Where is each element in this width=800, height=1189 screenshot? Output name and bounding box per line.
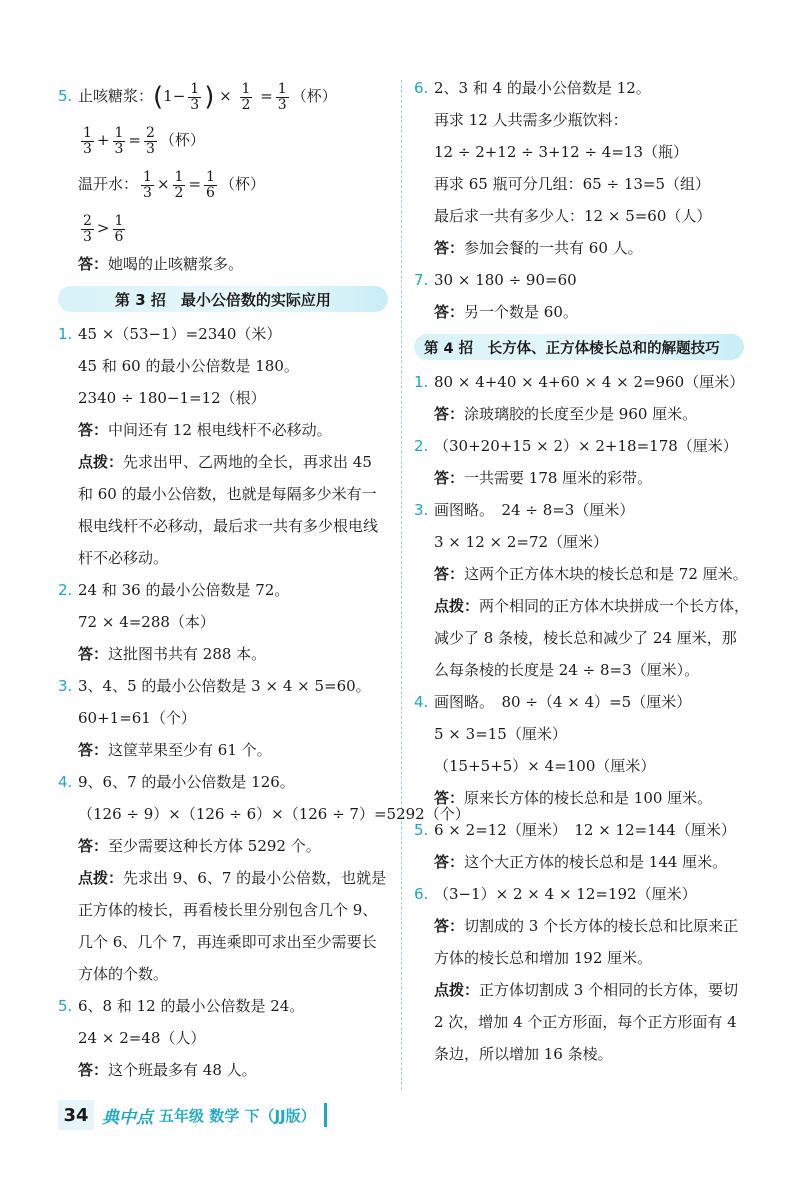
problem-number: 2. bbox=[414, 437, 429, 455]
fraction bbox=[144, 126, 157, 157]
text-line: 点拨： bbox=[78, 453, 124, 471]
text-line bbox=[414, 270, 744, 290]
text-line: 温开水： bbox=[78, 175, 139, 193]
denominator: 3 bbox=[190, 96, 200, 113]
text-line: 5 × 3=15（厘米） bbox=[434, 725, 567, 743]
page-number: 34 bbox=[58, 1100, 94, 1130]
text-line: 几个 6、几个 7，再连乘即可求出至少需要长 bbox=[78, 933, 377, 951]
text-line bbox=[58, 772, 388, 792]
text-line: 至少需要这种长方体 5292 个。 bbox=[108, 837, 321, 855]
text-line: 画图略。 80 ÷（4 × 4）=5（厘米） bbox=[434, 693, 692, 711]
text-line: 60+1=61（个） bbox=[78, 709, 196, 727]
text-line: 这批图书共有 288 本。 bbox=[108, 645, 267, 663]
text-line: 两个相同的正方体木块拼成一个长方体， bbox=[479, 597, 750, 615]
text-line: 先求出甲、乙两地的全长，再求出 45 bbox=[123, 453, 372, 471]
denominator: 2 bbox=[241, 96, 251, 113]
text-line bbox=[58, 676, 388, 696]
text-line: × bbox=[219, 87, 237, 105]
text-line: （杯） bbox=[159, 131, 205, 149]
problem-7 bbox=[414, 270, 744, 322]
problem-number: 3. bbox=[414, 501, 429, 519]
text-line bbox=[414, 884, 744, 904]
text-line bbox=[414, 692, 744, 712]
fraction bbox=[276, 82, 289, 113]
text-line: 最后求一共有多少人：12 × 5=60（人） bbox=[434, 207, 712, 225]
rect-problem-4 bbox=[414, 692, 744, 808]
rect-problem-5 bbox=[414, 820, 744, 872]
section-title-3: 第 3 招 最小公倍数的实际应用 bbox=[58, 286, 388, 312]
text-line: 止咳糖浆： bbox=[78, 87, 154, 105]
text-line: 这个班最多有 48 人。 bbox=[108, 1061, 257, 1079]
text-line: 一共需要 178 厘米的彩带。 bbox=[464, 469, 653, 487]
answer bbox=[414, 916, 744, 936]
answer bbox=[414, 564, 748, 584]
text-line: 6 × 2=12（厘米） 12 × 12=144（厘米） bbox=[434, 821, 736, 839]
text-line: （30+20+15 × 2）× 2+18=178（厘米） bbox=[434, 437, 738, 455]
left-column bbox=[58, 78, 470, 1092]
text-line bbox=[58, 210, 388, 246]
rect-problem-1 bbox=[414, 372, 744, 424]
text-line: 9、6、7 的最小公倍数是 126。 bbox=[78, 773, 295, 791]
brand-logo: 典中点 bbox=[102, 1107, 153, 1128]
problem-number: 2. bbox=[58, 581, 73, 599]
text-line: 80 × 4+40 × 4+60 × 4 × 2=960（厘米） bbox=[434, 373, 745, 391]
text-line: = bbox=[188, 175, 202, 193]
numerator: 1 bbox=[83, 124, 92, 141]
problem-number: 1. bbox=[58, 325, 73, 343]
page-footer bbox=[58, 1098, 327, 1132]
numerator: 1 bbox=[114, 212, 124, 229]
text-line: 再求 12 人共需多少瓶饮料： bbox=[434, 111, 628, 129]
text-line: 参加会餐的一共有 60 人。 bbox=[464, 239, 643, 257]
text-line: 答： bbox=[78, 1061, 109, 1079]
denominator: 3 bbox=[146, 140, 155, 157]
text-line: 么每条棱的长度是 24 ÷ 8=3（厘米）。 bbox=[434, 661, 700, 679]
problem-number: 7. bbox=[414, 271, 429, 289]
book-title: 五年级 数学 下（JJ版） bbox=[159, 1106, 316, 1125]
numerator: 2 bbox=[83, 212, 92, 229]
answer bbox=[58, 254, 388, 274]
text-line: 她喝的止咳糖浆多。 bbox=[108, 255, 244, 273]
text-line: 减少了 8 条棱，棱长总和减少了 24 厘米，那 bbox=[434, 629, 737, 647]
text-line bbox=[414, 436, 744, 456]
text-line: 答： bbox=[434, 469, 465, 487]
denominator: 6 bbox=[206, 184, 215, 201]
problem-number: 6. bbox=[414, 885, 429, 903]
fraction bbox=[240, 82, 253, 113]
problem-3 bbox=[58, 676, 388, 760]
text-line: 条边，所以增加 16 条棱。 bbox=[434, 1045, 613, 1063]
text-line: ) bbox=[204, 82, 215, 112]
problem-5-fractions bbox=[58, 78, 388, 274]
text-line: 3 × 12 × 2=72（厘米） bbox=[434, 533, 609, 551]
text-line: 3、4、5 的最小公倍数是 3 × 4 × 5=60。 bbox=[78, 677, 371, 695]
right-column bbox=[414, 78, 750, 1076]
text-line: 根电线杆不必移动，最后求一共有多少根电线 bbox=[78, 517, 379, 535]
answer bbox=[58, 644, 388, 664]
answer bbox=[58, 740, 388, 760]
fraction bbox=[173, 170, 186, 201]
answer bbox=[58, 836, 388, 856]
text-line bbox=[58, 996, 388, 1016]
text-line: 再求 65 瓶可分几组：65 ÷ 13=5（组） bbox=[434, 175, 711, 193]
numerator: 1 bbox=[277, 80, 287, 97]
numerator: 1 bbox=[143, 168, 152, 185]
tip bbox=[414, 980, 744, 1000]
denominator: 3 bbox=[114, 140, 124, 157]
problem-number: 5. bbox=[58, 87, 73, 105]
problem-number: 5. bbox=[414, 821, 429, 839]
answer bbox=[58, 1060, 388, 1080]
text-line: 答： bbox=[434, 853, 465, 871]
problem-number: 4. bbox=[58, 773, 73, 791]
text-line: = bbox=[128, 131, 141, 149]
denominator: 3 bbox=[83, 140, 92, 157]
text-line: 涂玻璃胶的长度至少是 960 厘米。 bbox=[464, 405, 698, 423]
problem-1 bbox=[58, 324, 388, 568]
tip bbox=[58, 452, 388, 472]
text-line: 答： bbox=[78, 741, 109, 759]
text-line: （杯） bbox=[291, 87, 337, 105]
problem-number: 3. bbox=[58, 677, 73, 695]
problem-4 bbox=[58, 772, 470, 984]
numerator: 2 bbox=[146, 124, 155, 141]
answer bbox=[414, 302, 744, 322]
text-line: 答： bbox=[434, 565, 465, 583]
problem-5 bbox=[58, 996, 388, 1080]
rect-problem-3 bbox=[414, 500, 750, 680]
text-line: 2、3 和 4 的最小公倍数是 12。 bbox=[434, 79, 651, 97]
text-line: + bbox=[96, 131, 110, 149]
text-line: 切割成的 3 个长方体的棱长总和比原来正 bbox=[464, 917, 739, 935]
text-line: 12 ÷ 2+12 ÷ 3+12 ÷ 4=13（瓶） bbox=[434, 143, 688, 161]
text-line: 2 次，增加 4 个正方形面，每个正方形面有 4 bbox=[434, 1013, 737, 1031]
text-line bbox=[414, 820, 744, 840]
text-line: 72 × 4=288（本） bbox=[78, 613, 215, 631]
answer bbox=[414, 468, 744, 488]
text-line: 这两个正方体木块的棱长总和是 72 厘米。 bbox=[464, 565, 748, 583]
text-line bbox=[414, 372, 744, 392]
text-line: 答： bbox=[78, 255, 109, 273]
rect-problem-6 bbox=[414, 884, 744, 1064]
text-line: （3−1）× 2 × 4 × 12=192（厘米） bbox=[434, 885, 697, 903]
denominator: 3 bbox=[277, 96, 287, 113]
text-line: 答： bbox=[78, 837, 109, 855]
text-line: 6、8 和 12 的最小公倍数是 24。 bbox=[78, 997, 305, 1015]
text-line: 点拨： bbox=[78, 869, 124, 887]
text-line bbox=[58, 122, 388, 158]
text-line: ( bbox=[153, 82, 164, 112]
fraction bbox=[204, 170, 217, 201]
fraction bbox=[113, 126, 126, 157]
text-line: 45 和 60 的最小公倍数是 180。 bbox=[78, 357, 299, 375]
text-line: 正方体的棱长，再看棱长里分别包含几个 9、 bbox=[78, 901, 378, 919]
text-line: 点拨： bbox=[434, 981, 480, 999]
fraction bbox=[81, 214, 94, 245]
text-line: 方体的棱长总和增加 192 厘米。 bbox=[434, 949, 653, 967]
text-line: 答： bbox=[78, 421, 109, 439]
text-line: （15+5+5）× 4=100（厘米） bbox=[434, 757, 656, 775]
answer bbox=[414, 852, 744, 872]
text-line: 点拨： bbox=[434, 597, 480, 615]
denominator: 2 bbox=[174, 184, 184, 201]
text-line bbox=[58, 78, 388, 114]
fraction bbox=[113, 214, 126, 245]
text-line: > bbox=[96, 219, 110, 237]
tip bbox=[58, 868, 388, 888]
text-line bbox=[58, 166, 388, 202]
denominator: 3 bbox=[83, 228, 92, 245]
text-line: 另一个数是 60。 bbox=[464, 303, 578, 321]
text-line: 45 ×（53−1）=2340（米） bbox=[78, 325, 282, 343]
problem-number: 6. bbox=[414, 79, 429, 97]
answer bbox=[58, 420, 388, 440]
text-line: 1− bbox=[163, 87, 186, 105]
rect-problem-2 bbox=[414, 436, 744, 488]
answer bbox=[414, 404, 744, 424]
column-divider bbox=[401, 80, 402, 1090]
problem-number: 1. bbox=[414, 373, 429, 391]
text-line: 先求出 9、6、7 的最小公倍数，也就是 bbox=[123, 869, 387, 887]
text-line bbox=[58, 324, 388, 344]
text-line: 答： bbox=[434, 405, 465, 423]
numerator: 1 bbox=[174, 168, 184, 185]
text-line: 答： bbox=[434, 917, 465, 935]
text-line: 正方体切割成 3 个相同的长方体，要切 bbox=[479, 981, 739, 999]
text-line: × bbox=[156, 175, 170, 193]
text-line bbox=[414, 78, 744, 98]
text-line: 方体的个数。 bbox=[78, 965, 169, 983]
text-line: 这个大正方体的棱长总和是 144 厘米。 bbox=[464, 853, 728, 871]
text-line: = bbox=[260, 87, 273, 105]
tip bbox=[414, 596, 750, 616]
problem-number: 4. bbox=[414, 693, 429, 711]
problem-number: 5. bbox=[58, 997, 73, 1015]
problem-2 bbox=[58, 580, 388, 664]
numerator: 1 bbox=[114, 124, 124, 141]
answer bbox=[414, 788, 744, 808]
fraction bbox=[81, 126, 94, 157]
fraction bbox=[188, 82, 201, 113]
text-line: 30 × 180 ÷ 90=60 bbox=[434, 271, 577, 289]
text-line: 24 和 36 的最小公倍数是 72。 bbox=[78, 581, 290, 599]
section-title-4: 第 4 招 长方体、正方体棱长总和的解题技巧 bbox=[414, 334, 744, 360]
text-line: 这筐苹果至少有 61 个。 bbox=[108, 741, 272, 759]
problem-6 bbox=[414, 78, 744, 258]
numerator: 1 bbox=[190, 80, 200, 97]
text-line: 答： bbox=[434, 239, 465, 257]
denominator: 6 bbox=[114, 228, 124, 245]
text-line: 原来长方体的棱长总和是 100 厘米。 bbox=[464, 789, 713, 807]
text-line: 杆不必移动。 bbox=[78, 549, 169, 567]
text-line: 答： bbox=[434, 303, 465, 321]
fraction bbox=[141, 170, 154, 201]
answer bbox=[414, 238, 744, 258]
denominator: 3 bbox=[143, 184, 152, 201]
text-line: （杯） bbox=[219, 175, 265, 193]
text-line: 24 × 2=48（人） bbox=[78, 1029, 206, 1047]
text-line: 画图略。 24 ÷ 8=3（厘米） bbox=[434, 501, 635, 519]
text-line: 2340 ÷ 180−1=12（根） bbox=[78, 389, 266, 407]
text-line: 答： bbox=[434, 789, 465, 807]
text-line: 和 60 的最小公倍数，也就是每隔多少米有一 bbox=[78, 485, 377, 503]
numerator: 1 bbox=[241, 80, 251, 97]
footer-bar bbox=[324, 1103, 327, 1127]
numerator: 1 bbox=[206, 168, 215, 185]
text-line bbox=[414, 500, 744, 520]
text-line: 中间还有 12 根电线杆不必移动。 bbox=[108, 421, 332, 439]
text-line bbox=[58, 580, 388, 600]
text-line: （126 ÷ 9）×（126 ÷ 6）×（126 ÷ 7）=5292（个） bbox=[78, 805, 470, 823]
text-line: 答： bbox=[78, 645, 109, 663]
